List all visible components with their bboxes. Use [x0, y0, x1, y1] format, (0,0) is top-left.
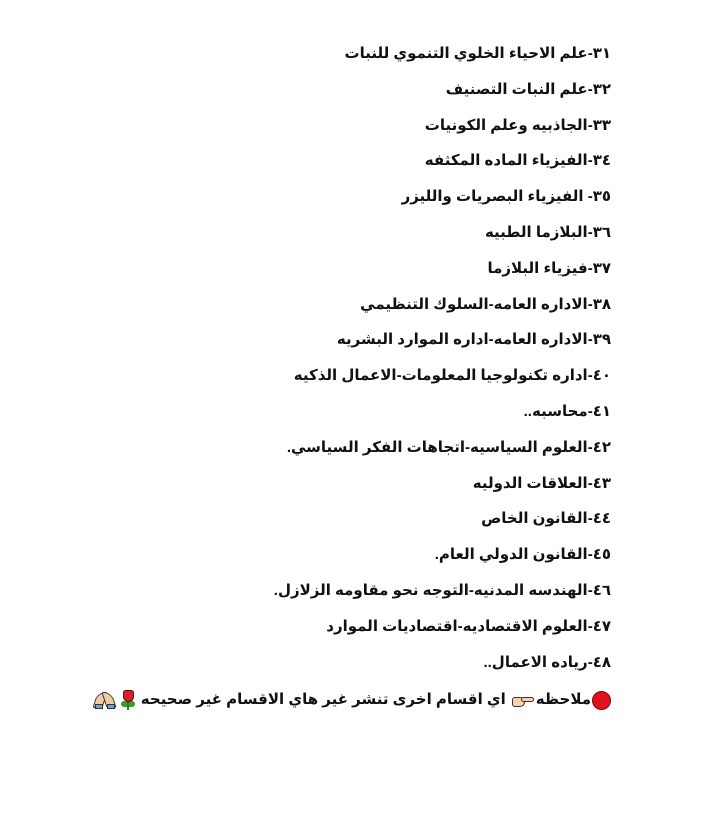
- item-separator: -: [587, 367, 593, 385]
- item-text: البلازما الطبيه: [484, 223, 588, 241]
- list-item: [11, 545, 611, 565]
- item-text: علم النبات التصنيف: [445, 80, 588, 98]
- item-text: فيزياء البلازما: [487, 259, 588, 277]
- item-number: ٣٥: [592, 188, 611, 206]
- item-separator: -: [587, 617, 593, 635]
- note-text: اي اقسام اخرى تنشر غير هاي الاقسام غير صحيحه: [140, 691, 506, 709]
- list-item: [11, 80, 611, 100]
- pointing-hand-icon: [512, 694, 534, 707]
- item-text: الفيزياء البصريات والليزر: [401, 188, 588, 206]
- item-text: الهندسه المدنيه-التوجه نحو مقاومه الزلازل.: [273, 581, 588, 599]
- list-item: [11, 617, 611, 637]
- list-item: [11, 151, 611, 171]
- list-item: [11, 438, 611, 458]
- list-item: [11, 44, 611, 64]
- item-text: الجاذبيه وعلم الكونيات: [424, 116, 588, 134]
- item-number: ٤٤: [592, 510, 611, 528]
- item-number: ٣٢: [592, 80, 611, 98]
- item-separator: -: [587, 259, 593, 277]
- item-number: ٤١: [592, 402, 611, 420]
- item-text: اداره تكنولوجيا المعلومات-الاعمال الذكيه: [293, 367, 588, 385]
- item-separator: -: [587, 438, 593, 456]
- item-text: الفيزياء الماده المكثفه: [424, 152, 588, 170]
- item-separator: -: [587, 546, 593, 564]
- list-item: [11, 653, 611, 673]
- list-item: [11, 509, 611, 529]
- list-item: [11, 295, 611, 315]
- item-number: ٣٣: [592, 116, 611, 134]
- list-item: [11, 223, 611, 243]
- item-number: ٣٦: [592, 223, 611, 241]
- item-separator: -: [587, 402, 593, 420]
- item-number: ٤٦: [592, 581, 611, 599]
- item-number: ٤٢: [592, 438, 611, 456]
- item-text: القانون الدولي العام.: [434, 546, 588, 564]
- item-number: ٣١: [592, 45, 611, 62]
- item-separator: -: [587, 223, 593, 241]
- list-item: [11, 402, 611, 422]
- item-separator: -: [587, 188, 593, 206]
- item-separator: -: [587, 510, 593, 528]
- item-separator: -: [587, 474, 593, 492]
- item-text: القانون الخاص: [481, 510, 588, 528]
- list-item: [11, 581, 611, 601]
- item-separator: -: [587, 581, 593, 599]
- rose-icon: [121, 690, 135, 710]
- list-item: [11, 187, 611, 207]
- list-item: [11, 474, 611, 494]
- item-separator: -: [587, 295, 593, 313]
- item-number: ٤٣: [592, 474, 611, 492]
- item-number: ٣٤: [592, 152, 611, 170]
- item-separator: -: [587, 80, 593, 98]
- list-item: [11, 116, 611, 136]
- list-item: [11, 259, 611, 279]
- item-text: علم الاحياء الخلوي التنموي للنبات: [344, 45, 588, 62]
- item-separator: -: [587, 116, 593, 134]
- list-item: [11, 330, 611, 350]
- item-text: محاسبه..: [523, 402, 588, 420]
- item-number: ٤٥: [592, 546, 611, 564]
- document-body: [11, 44, 611, 712]
- item-number: ٣٩: [592, 331, 611, 349]
- item-separator: -: [587, 653, 593, 671]
- item-separator: -: [587, 45, 593, 62]
- list-item: [11, 366, 611, 386]
- item-separator: -: [587, 152, 593, 170]
- item-number: ٤٠: [592, 367, 611, 385]
- item-number: ٣٧: [592, 259, 611, 277]
- note-label: ملاحظه: [535, 691, 591, 709]
- item-number: ٤٨: [592, 653, 611, 671]
- item-number: ٤٧: [592, 617, 611, 635]
- item-text: الاداره العامه-اداره الموارد البشريه: [336, 331, 588, 349]
- folded-hands-icon: [95, 691, 115, 709]
- note-line: [11, 688, 611, 712]
- item-text: العلوم الاقتصاديه-اقتصاديات الموارد: [326, 617, 588, 635]
- item-text: الاداره العامه-السلوك التنظيمي: [360, 295, 588, 313]
- red-circle-icon: [592, 691, 611, 710]
- item-text: العلاقات الدوليه: [472, 474, 588, 492]
- item-number: ٣٨: [592, 295, 611, 313]
- item-separator: -: [587, 331, 593, 349]
- item-text: رياده الاعمال..: [483, 653, 588, 671]
- item-text: العلوم السياسيه-اتجاهات الفكر السياسي.: [286, 438, 588, 456]
